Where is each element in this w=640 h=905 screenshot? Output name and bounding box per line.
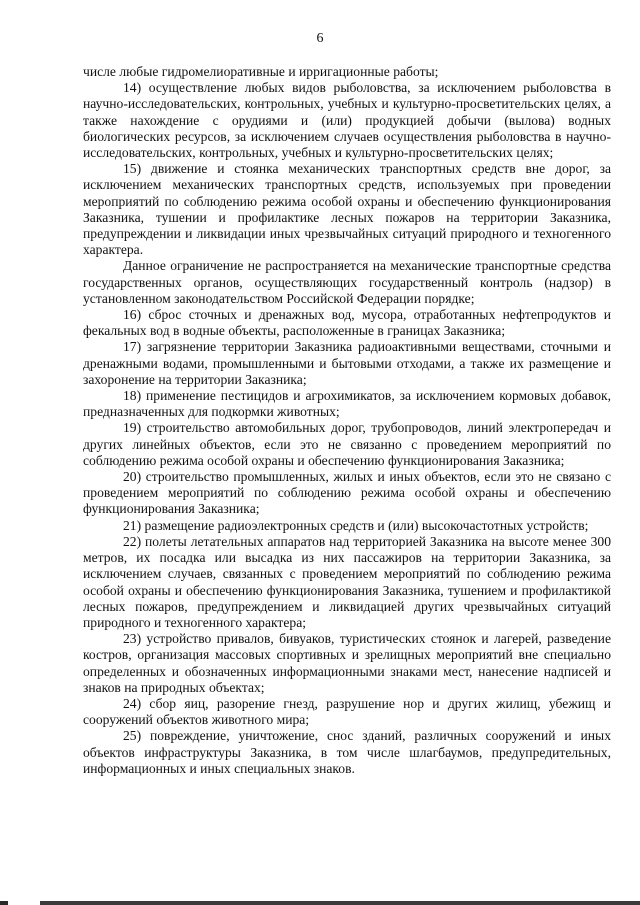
paragraph-item-25: 25) повреждение, уничтожение, снос зданий, различных сооружений и иных объектов инфраструктуры Заказника, в том числе шлагбаумов, предупредительных, информационных и иных специальных знаков. <box>83 728 611 776</box>
document-body <box>83 64 611 777</box>
paragraph-item-15: 15) движение и стоянка механических транспортных средств вне дорог, за исключением механических транспортных средств, используемых при проведении мероприятий по соблюдению режима особой охраны и обеспечению функционирования Заказника, тушении и профилактике лесных пожаров на территории Заказника, предупреждении и ликвидации иных чрезвычайных ситуаций природного и техногенного характера. <box>83 161 611 258</box>
paragraph-item-18: 18) применение пестицидов и агрохимикатов, за исключением кормовых добавок, предназначенных для подкормки животных; <box>83 388 611 420</box>
paragraph-item-14: 14) осуществление любых видов рыболовства, за исключением рыболовства в научно-исследовательских, контрольных, учебных и культурно-просветительских целях, а также нахождение с орудиями и (или) продукцией добычи (вылова) водных биологических ресурсов, за исключением случаев осуществления рыболовства в научно-исследовательских, контрольных, учебных и культурно-просветительских целях; <box>83 80 611 161</box>
paragraph-note: Данное ограничение не распространяется на механические транспортные средства государственных органов, осуществляющих государственный контроль (надзор) в установленном законодательством Российской Федерации порядке; <box>83 258 611 306</box>
page-number: 6 <box>316 31 324 46</box>
paragraph-item-16: 16) сброс сточных и дренажных вод, мусора, отработанных нефтепродуктов и фекальных вод в водные объекты, расположенные в границах Заказника; <box>83 307 611 339</box>
paragraph-item-21: 21) размещение радиоэлектронных средств и (или) высокочастотных устройств; <box>123 517 589 533</box>
paragraph-item-24: 24) сбор яиц, разорение гнезд, разрушение нор и других жилищ, убежищ и сооружений объектов животного мира; <box>83 695 611 728</box>
scan-bottom-edge <box>0 901 640 905</box>
paragraph-item-23: 23) устройство привалов, бивуаков, туристических стоянок и лагерей, разведение костров, организация массовых спортивных и зрелищных мероприятий вне специально определенных и обозначенных информационными знаками мест, нанесение надписей и знаков на природных объектах; <box>83 631 611 695</box>
paragraph-item-20: 20) строительство промышленных, жилых и иных объектов, если это не связано с проведением мероприятий по соблюдению режима особой охраны и обеспечению функционирования Заказника; <box>83 469 611 517</box>
paragraph-item-19: 19) строительство автомобильных дорог, трубопроводов, линий электропередач и других линейных объектов, если это не связанно с проведением мероприятий по соблюдению режима особой охраны и обеспечению функционирования Заказника; <box>83 420 611 468</box>
paragraph-continuation: числе любые гидромелиоративные и ирригационные работы; <box>83 64 439 79</box>
paragraph-item-17: 17) загрязнение территории Заказника радиоактивными веществами, сточными и дренажными водами, промышленными и бытовыми отходами, а также их размещение и захоронение на территории Заказника; <box>83 339 611 387</box>
paragraph-item-22: 22) полеты летательных аппаратов над территорией Заказника на высоте менее 300 метров, их посадка или высадка из них пассажиров на территории Заказника, за исключением случаев, связанных с проведением мероприятий по соблюдению режима особой охраны и обеспечению функционирования Заказника, тушением и профилактикой лесных пожаров, предупреждением и ликвидацией других чрезвычайных ситуаций природного и техногенного характера; <box>83 533 611 630</box>
